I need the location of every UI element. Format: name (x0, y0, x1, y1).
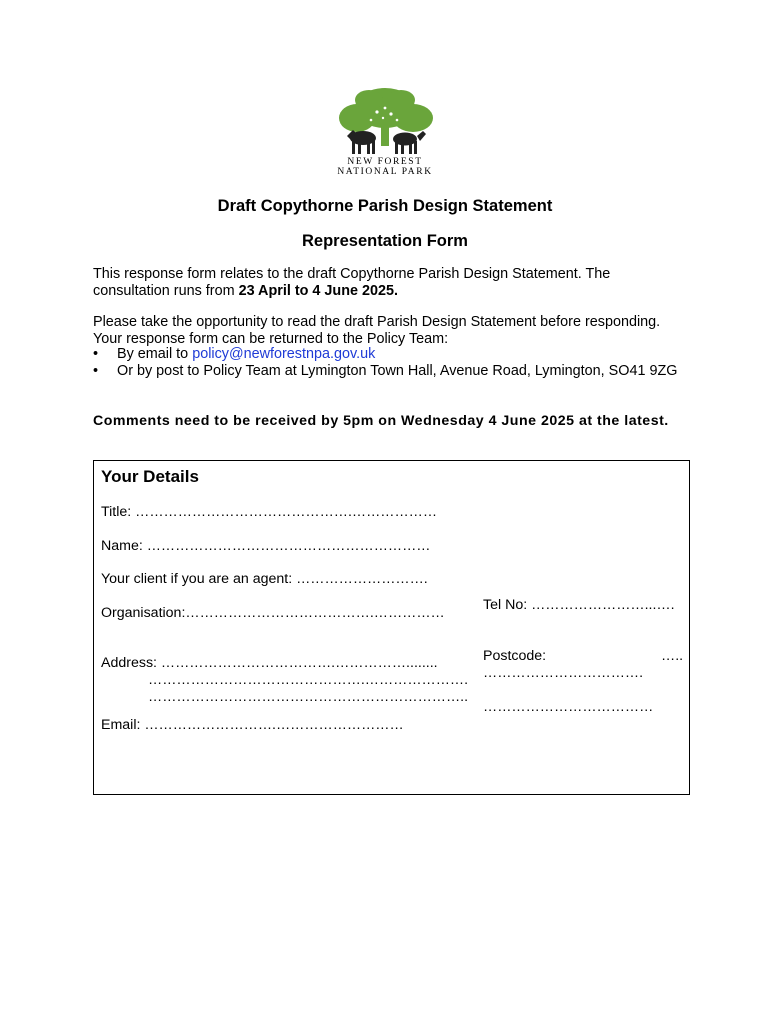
email-field[interactable]: Email: ……………………….……………………… (101, 717, 404, 733)
intro-text: This response form relates to the draft Copythorne Parish Design Statement. The consultation runs from (93, 266, 611, 299)
postcode-dots-end[interactable]: ….. (661, 648, 684, 664)
agent-field[interactable]: Your client if you are an agent: ………………………. (101, 571, 428, 587)
logo-line-2: NATIONAL PARK (337, 167, 433, 177)
list-item-email (93, 346, 683, 363)
your-details-box (93, 460, 690, 795)
return-methods-list (93, 346, 683, 380)
title-field[interactable]: Title: ……………………………………….……………… (101, 504, 438, 520)
invite-paragraph: Please take the opportunity to read the draft Parish Design Statement before responding. Your response form can be returned to the Policy Team: (93, 314, 661, 347)
details-heading: Your Details (101, 467, 199, 486)
deadline-notice: Comments need to be received by 5pm on Wednesday 4 June 2025 at the latest. (93, 413, 669, 429)
address-field[interactable]: Address: ……………………………….……………........ (101, 655, 438, 671)
consultation-dates: 23 April to 4 June 2025. (238, 283, 399, 299)
bullet-icon: • (93, 363, 99, 379)
bullet-icon: • (93, 346, 99, 362)
postcode-label: Postcode: (483, 648, 547, 664)
policy-email-link[interactable]: policy@newforestnpa.gov.uk (192, 346, 376, 362)
post-address: Or by post to Policy Team at Lymington Town Hall, Avenue Road, Lymington, SO41 9ZG (117, 363, 678, 379)
email-prefix: By email to (117, 346, 193, 362)
postcode-extra-line[interactable]: ……………………………… (483, 699, 654, 715)
intro-paragraph (93, 266, 683, 300)
tree-horses-icon (333, 86, 437, 158)
form-subtitle: Representation Form (302, 232, 468, 250)
name-field[interactable]: Name: …………………………………………………… (101, 538, 431, 554)
document-title: Draft Copythorne Parish Design Statement (217, 197, 553, 215)
postcode-field[interactable]: ……………………………. (483, 665, 644, 681)
tel-field[interactable]: Tel No: ……………………...…. (483, 597, 675, 613)
address-line-2[interactable]: ……………………………………….…………………. (148, 672, 469, 688)
logo-wordmark (318, 157, 452, 177)
logo-line-1: NEW FOREST (347, 157, 423, 167)
address-line-3[interactable]: ………………………………………………………….. (148, 689, 469, 705)
organisation-field[interactable]: Organisation:………………………………….…………… (101, 605, 445, 621)
list-item-post (93, 363, 683, 380)
